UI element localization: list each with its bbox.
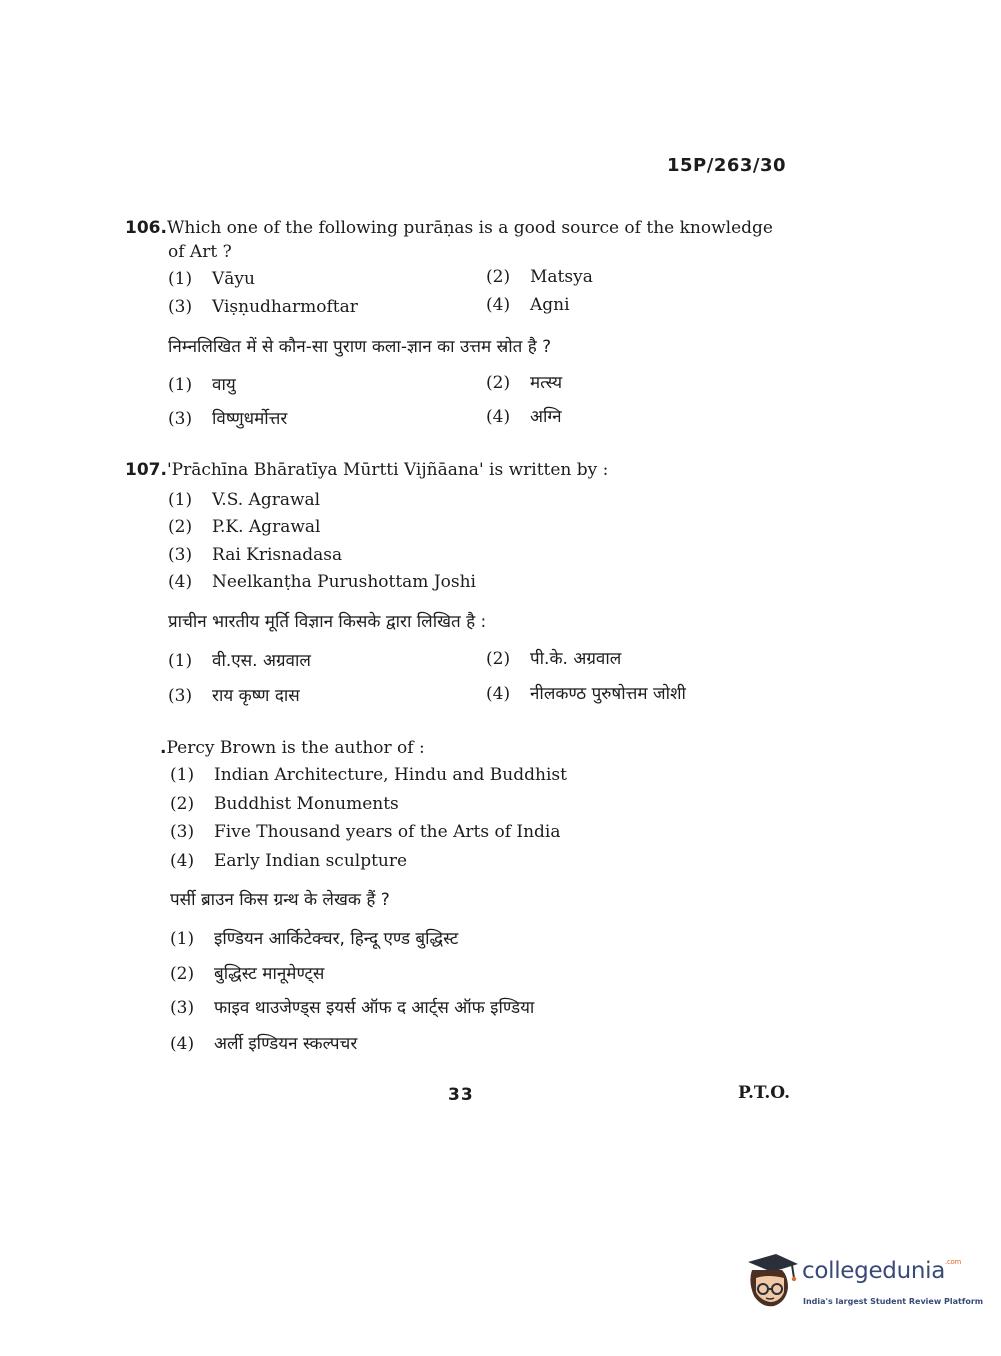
question-106 bbox=[125, 216, 805, 240]
question-text-en: Percy Brown is the author of : bbox=[166, 738, 425, 758]
q108-option-4-en: (4) Early Indian sculpture bbox=[170, 851, 408, 871]
option-2-hi: (2) मत्स्य bbox=[486, 373, 563, 393]
q108-option-4-hi: (4) अर्ली इण्डियन स्कल्पचर bbox=[170, 1034, 358, 1054]
option-3-en: (3) Viṣṇudharmoftar bbox=[168, 297, 358, 317]
question-number: . bbox=[160, 738, 167, 758]
q107-option-1-en: (1) V.S. Agrawal bbox=[168, 490, 321, 510]
pto-label: P.T.O. bbox=[738, 1083, 790, 1103]
q107-option-2-hi: (2) पी.के. अग्रवाल bbox=[486, 649, 622, 669]
question-108-text-hi: पर्सी ब्राउन किस ग्रन्थ के लेखक हैं ? bbox=[170, 890, 390, 910]
question-106-text-hi: निम्नलिखित में से कौन-सा पुराण कला-ज्ञान का उत्तम स्रोत है ? bbox=[168, 337, 552, 357]
q107-option-3-hi: (3) राय कृष्ण दास bbox=[168, 686, 300, 706]
option-2-en: (2) Matsya bbox=[486, 267, 593, 287]
question-107-text-hi: प्राचीन भारतीय मूर्ति विज्ञान किसके द्वारा लिखित है : bbox=[168, 612, 487, 632]
option-4-hi: (4) अग्नि bbox=[486, 407, 562, 427]
option-3-hi: (3) विष्णुधर्मोत्तर bbox=[168, 409, 288, 429]
q108-option-3-en: (3) Five Thousand years of the Arts of India bbox=[170, 822, 561, 842]
question-text-en: 'Prāchīna Bhāratīya Mūrtti Vijñāana' is written by : bbox=[166, 460, 609, 480]
question-107 bbox=[125, 458, 805, 482]
logo-tagline: India's largest Student Review Platform bbox=[803, 1297, 984, 1306]
q108-option-2-hi: (2) बुद्धिस्ट मानूमेण्ट्स bbox=[170, 964, 325, 984]
q108-option-3-hi: (3) फाइव थाउजेण्ड्स इयर्स ऑफ द आर्ट्स ऑफ इण्डिया bbox=[170, 998, 535, 1018]
collegedunia-logo bbox=[742, 1250, 984, 1320]
question-number: 106. bbox=[125, 218, 167, 238]
q107-option-4-en: (4) Neelkanṭha Purushottam Joshi bbox=[168, 572, 476, 592]
question-108 bbox=[160, 736, 810, 760]
q107-option-4-hi: (4) नीलकण्ठ पुरुषोत्तम जोशी bbox=[486, 684, 686, 704]
question-106-line2: of Art ? bbox=[168, 242, 232, 262]
option-4-en: (4) Agni bbox=[486, 295, 570, 315]
logo-wordmark: collegedunia$^{.com}$ bbox=[802, 1258, 962, 1284]
question-text-en: Which one of the following purāṇas is a good source of the knowledge bbox=[166, 218, 773, 238]
option-1-en: (1) Vāyu bbox=[168, 269, 255, 289]
q108-option-1-hi: (1) इण्डियन आर्किटेक्चर, हिन्दू एण्ड बुद्धिस्ट bbox=[170, 929, 459, 949]
q108-option-2-en: (2) Buddhist Monuments bbox=[170, 794, 399, 814]
question-number: 107. bbox=[125, 460, 167, 480]
q108-option-1-en: (1) Indian Architecture, Hindu and Buddhist bbox=[170, 765, 567, 785]
q107-option-3-en: (3) Rai Krisnadasa bbox=[168, 545, 343, 565]
q107-option-1-hi: (1) वी.एस. अग्रवाल bbox=[168, 651, 311, 671]
paper-code: 15P/263/30 bbox=[667, 155, 787, 176]
graduate-mascot-icon bbox=[742, 1252, 800, 1314]
page-number: 33 bbox=[448, 1085, 474, 1105]
option-1-hi: (1) वायु bbox=[168, 375, 236, 395]
q107-option-2-en: (2) P.K. Agrawal bbox=[168, 517, 321, 537]
